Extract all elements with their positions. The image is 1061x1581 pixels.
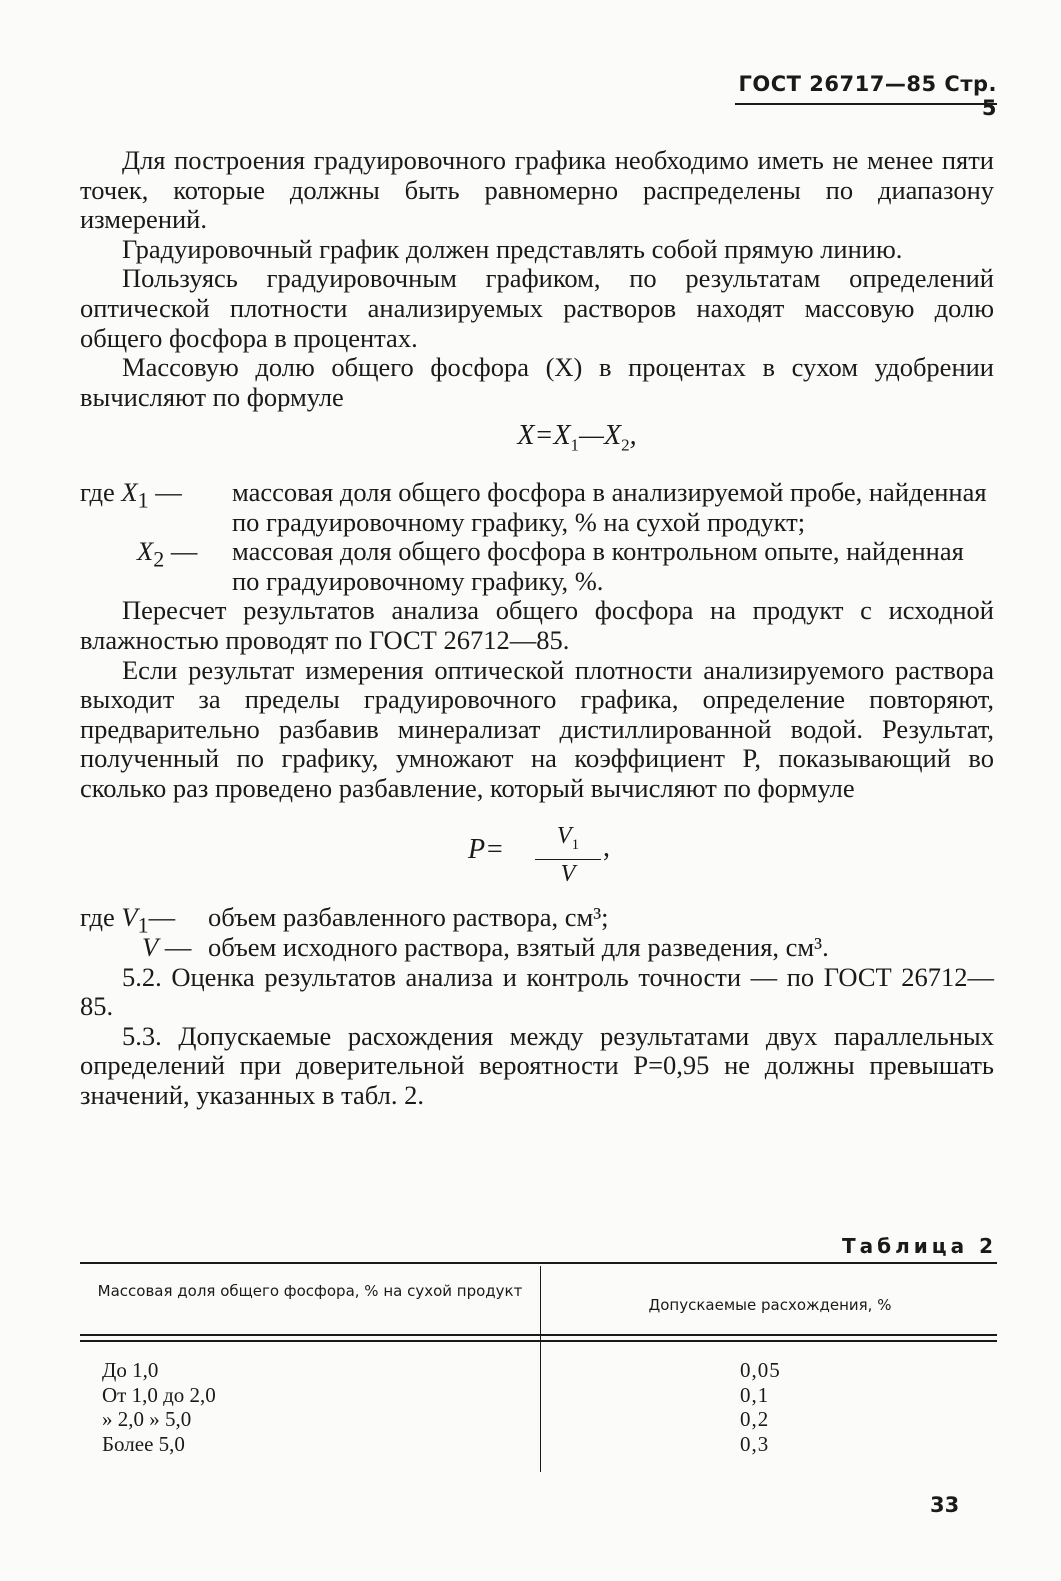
formula-x-lhs: X (517, 420, 535, 452)
where-x1-definition: массовая доля общего фосфора в анализируемой пробе, найденная по градуировочному графику, % на сухой продукт; (232, 476, 987, 537)
where-v-definition: объем исходного раствора, взятый для разведения, см³. (208, 932, 829, 963)
table-row-value: 0,05 (740, 1358, 781, 1382)
header-rule (735, 103, 997, 105)
formula-p-num-sub: 1 (571, 837, 580, 854)
where-v-dash: — (158, 932, 192, 963)
table-header-col2: Допускаемые расхождения, % (648, 1296, 892, 1314)
where-x1-label (80, 478, 182, 515)
where-x2-definition: массовая доля общего фосфора в контрольном опыте, найденная по градуировочному графику, %. (232, 536, 964, 596)
formula-p (80, 823, 994, 888)
where-x1-dash: — (148, 476, 182, 507)
formula-p-num-sym: V (556, 823, 572, 850)
where-v1-dash: — (148, 902, 176, 933)
table-2 (80, 1262, 997, 1472)
paragraph-1: Для построения градуировочного графика необходимо иметь не менее пяти точек, которые должны быть равномерно распределены по диапазону измерений. (80, 145, 994, 235)
body-text (80, 146, 994, 1111)
paragraph-8: 5.3. Допускаемые расхождения между результатами двух параллельных определений при доверительной вероятности P=0,95 не должны превышать значений, указанных в табл. 2. (80, 1020, 994, 1111)
table-col-value (740, 1358, 781, 1456)
where-v1-definition: объем разбавленного раствора, см³; (208, 902, 609, 933)
formula-x-s2: 2 (621, 435, 630, 455)
where-v1-sym: V (121, 902, 138, 933)
table-col-range (102, 1358, 216, 1456)
formula-x (80, 419, 994, 463)
table-row-range: До 1,0 (102, 1358, 159, 1382)
where-x2-sub: 2 (153, 546, 165, 572)
table-row-range: От 1,0 до 2,0 (102, 1382, 216, 1407)
formula-p-denominator: V (560, 861, 576, 888)
where-v1-sub: 1 (137, 912, 149, 938)
where-x2-label (137, 537, 197, 574)
formula-p-comma: , (603, 832, 610, 864)
where-v1-prefix: где (80, 902, 122, 933)
where-x1-sym: X (121, 476, 138, 507)
formula-p-fraction (535, 823, 601, 888)
table-header-col1: Массовая доля общего фосфора, % на сухой продукт (97, 1282, 523, 1300)
table-row-range: Более 5,0 (102, 1431, 185, 1456)
where-v (80, 933, 994, 963)
table-header-rule-double (80, 1340, 997, 1342)
paragraph-5: Пересчет результатов анализа общего фосфора на продукт с исходной влажностью проводят по ГОСТ 26712—85. (80, 595, 994, 655)
where-x1 (80, 478, 994, 537)
where-v-label (142, 933, 191, 963)
table-row-value: 0,3 (740, 1431, 770, 1456)
where-v1 (80, 902, 994, 938)
where-x2-sym: X (137, 536, 154, 567)
formula-p-numerator (535, 823, 601, 860)
formula-x-t2: X (603, 420, 622, 452)
formula-x-t1: X (553, 420, 571, 452)
paragraph-2: Градуировочный график должен представлять собой прямую линию. (122, 233, 903, 264)
table-row-range: » 2,0 » 5,0 (102, 1407, 192, 1431)
table-column-divider (540, 1266, 541, 1472)
where-v-sym: V (142, 932, 159, 963)
paragraph-7: 5.2. Оценка результатов анализа и контроль точности — по ГОСТ 26712—85. (80, 961, 994, 1022)
where-x1-prefix: где (80, 476, 122, 507)
formula-x-minus: — (579, 420, 604, 452)
formula-p-lhs: P= (468, 834, 504, 866)
where-x2 (80, 537, 994, 596)
table-row-value: 0,2 (740, 1407, 770, 1431)
paragraph-6: Если результат измерения оптической плотности анализируемого раствора выходит за пределы градуировочного графика, определение повторяют, предварительно разбавив минерализат дистиллированной водой. Результат, полученный по графику, умножают на коэффициент P, показывающий во сколько раз проведено разбавление, который вычисляют по формуле (80, 654, 994, 803)
table-header-rule (80, 1334, 997, 1336)
page-header: ГОСТ 26717—85 Стр. 5 (738, 72, 997, 120)
formula-x-comma: , (629, 420, 637, 452)
formula-x-eq: = (534, 420, 554, 452)
page-number: 33 (930, 1493, 960, 1517)
table-caption: Таблица 2 (842, 1234, 997, 1258)
where-x1-sub: 1 (137, 487, 149, 513)
paragraph-4: Массовую долю общего фосфора (X) в процентах в сухом удобрении вычисляют по формуле (80, 352, 994, 412)
formula-x-s1: 1 (570, 435, 580, 455)
where-x2-dash: — (164, 536, 198, 567)
table-top-rule (80, 1262, 997, 1264)
paragraph-3: Пользуясь градуировочным графиком, по результатам определений оптической плотности анализируемых растворов находят массовую долю общего фосфора в процентах. (80, 263, 994, 353)
table-row-value: 0,1 (740, 1382, 770, 1407)
